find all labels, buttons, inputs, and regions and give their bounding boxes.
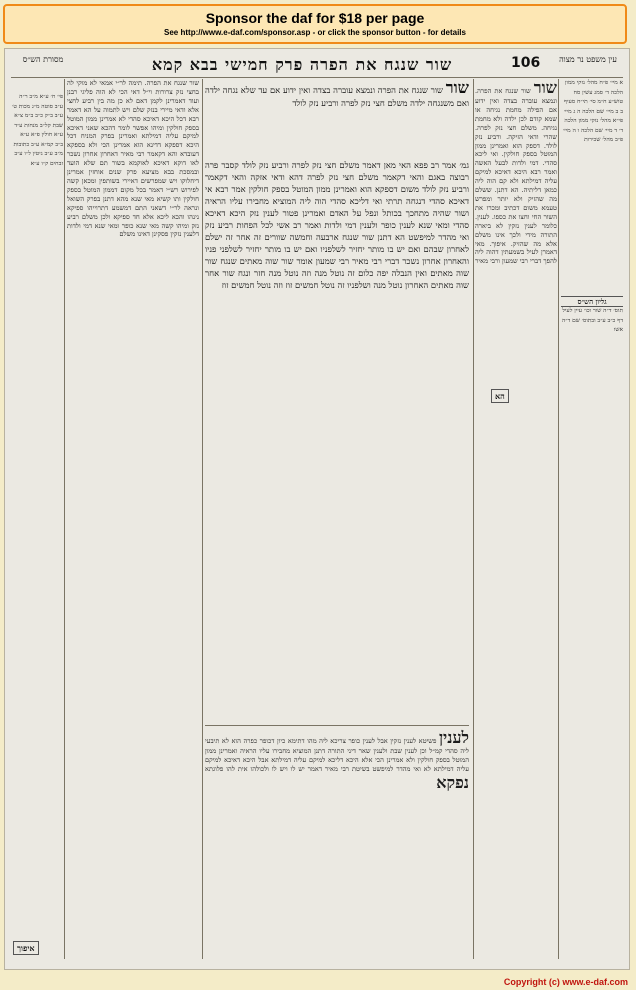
ha-word: הא — [491, 389, 509, 403]
header-divider — [11, 77, 623, 78]
ein-mishpat-column — [561, 79, 623, 959]
gemara-block — [205, 159, 469, 719]
layenin-word: לענין — [438, 729, 469, 747]
sponsor-banner-button[interactable] — [3, 4, 627, 44]
left-margin-label: מסורת הש״ס — [22, 55, 64, 64]
right-margin-divider — [558, 79, 559, 959]
rashi-divider — [473, 79, 474, 959]
tosafot-column — [67, 79, 199, 959]
tosafot-text: שור שנגח את הפרה. תימה לר״י אמאי לא מוקי לה בחצי נזק צרורות וי״ל דאי הכי לא הוה פליגי רבנן ועוד דאמרינן לקמן דאם לא כן מה בין רביע לחצי אלא ודאי מיירי בנזק שלם ויש לתמוה על הא דאמר רבא דכל היכא דאיכא סהדי לא אמרינן ממון המוטל בספק חולקין ומיהו אפשר לומר דהכא שאני דאיכא למיקם עליה דמילתא ואמרינן בפרק המניח דכל היכא דספקא דדינא הוא אמרינן הכי ולא בספקא דעובדא והא דקאמר רבי מאיר דאחרון אחרון נשכר לאו דוקא דאיכא לאוקמא בשור תם שלא הועד ובמסכת בבא מציעא פרק שנים אוחזין אמרינן דיחלוקו ויש שמפרשים דאיירי בשותפין ומכאן קשה לפירוש רש״י דאמר בכל מקום דממון המוטל בספק חולקין ותו קשיא מאי שנא מהא דתנן בפרק השואל ונראה לר״י דשאני התם דמשמע דתרוייהו ספיקא נינהו והכא ליכא אלא חד ספיקא ולכן משלם רביע נזק ומיהו קשה מאי שנא כופר ומאי שנא דמי ולדות דלענין נזקין פסקינן דאינו משלם — [67, 79, 199, 239]
gilyon-hashas-label: גליון הש״ס — [561, 296, 623, 308]
page-number: 106 — [511, 55, 541, 71]
ein-mishpat-text: א מיי׳ פ״ח מהל׳ נזקי ממון הלכה ד׳ סמג עשין סח טוש״ע ח״מ סי׳ תי״ח סעיף ב ב מיי׳ שם הלכה ה ג מיי׳ פי״א מהל׳ נזקי ממון הלכה ד׳ ד מיי׳ שם הלכה ו ה מיי׳ פ״ב מהל׳ שכירות — [562, 80, 623, 143]
sponsor-subtitle[interactable]: See http://www.e-daf.com/sponsor.asp - or click the sponsor button - for details — [164, 28, 466, 37]
rashi-opening-word: שור — [533, 79, 557, 97]
gilyon-hashas-text: תוס׳ ד״ה שור וכו׳ עיין לעיל דף כ״ב ע״ב ובתוס׳ שם ד״ה אשו — [561, 308, 623, 333]
mishnah-text: שור שנגח את הפרה ונמצא עוברה בצדה ואין ידוע אם עד שלא נגחה ילדה ואם משנגחה ילדה משלם חצי נזק לפרה ורביע נזק לולד — [205, 85, 469, 108]
left-margin-divider — [64, 79, 65, 959]
mishnah-block — [205, 79, 469, 155]
gemara-text: גמ׳ אמר רב פפא האי מאן דאמר משלם חצי נזק לפרה ורביע נזק לולד קסבר פרה רבוצה באגם והאי דקאמר משלם חצי נזק לפרה דהא ודאי אזקה והאי דקאמר ורביע נזק לולד משום דספקא הוא ואמרינן ממון המוטל בספק חולקין אמר רבא אי דאיכא סהדי דנגחה תרתי ואי דליכא סהדי הוה ליה המוציא מחבירו עליו הראיה ושור שהיה מתחכך בכותל ונפל על האדם ואמרינן פטור לענין נזק היכא דאיכא סהדי ומאי שנא לענין כופר ולענין דמי ולדות ואמר רב אשי לכל הפחות רביע נזק ואי מהדר למיפשט הא דתנן שור שנגח ארבעה וחמשה שוורים זה אחר זה ישלם לאחרון שבהם ואם יש בו מותר יחזיר לשלפניו ואם יש בו מותר יחזיר לשלפני פניו והאחרון אחרון נשכר דברי רבי מאיר רבי שמעון אומר שור שוה מאתים שנגח שור שוה מאתים ואין הנבלה יפה כלום זה נוטל מנה וזה נוטל מנה חזר ונגח שור אחר שוה מאתים האחרון נוטל מנה ושלפניו זה נוטל חמשים זוז וזה נוטל חמשים זוז — [205, 160, 469, 290]
rashi-text: שור שנגח את הפרה. ונמצא עוברה בצדה ואין ידוע אם הפילה מחמת נגיחה או שמא קודם לכן ילדה ולא מחמת נגיחה. משלם חצי נזק לפרה. שהרי ודאי הזיקה. ורביע נזק לולד. דספק הוא ואמרינן ממון המוטל בספק חולקין. ואי ליכא סהדי. דמי ולדות לבעל האשה ואמר רבא היכא דאיכא למיקם עליה דמילתא ולא קם הוה ליה כמאן דליתיה. הא דתנן. ששלם מה שהזיק ולא יותר ומפרש טעמא משום דכתיב ומכרו את השור החי וחצו את כספו. לענין. כלומר לענין נזקין לא ביארה התורה מידי ולכך אינו משלם אלא מה שהזיק. איפוך. מאי דאמרן לעיל בשמעתין דהוה ליה להפך דברי רבי שמעון ורבי מאיר — [475, 87, 557, 266]
sponsor-title: Sponsor the daf for $18 per page — [205, 10, 425, 26]
mishnah-opening-word: שור — [445, 79, 469, 97]
gemara-bottom-block — [205, 729, 469, 959]
ipoch-word: איפוך — [13, 941, 39, 955]
page-title: שור שנגח את הפרה פרק חמישי בבא קמא — [151, 55, 453, 74]
gemara-bottom-divider — [205, 725, 469, 726]
talmud-page — [4, 48, 630, 970]
masoret-hashas-column: פי׳ ח׳ ע״א מ״ב ר״ה ע״ב סוטה מ״ג מכות ט׳ ע״ב ב״ק כ״ב ב״מ צ״א שבת קל״ב מנחות ע״ד ע״א חולין פ״א ע״א ב״ב קמ״א ע״ב כתובות מ״ב ע״ב גיטין ל״ו ע״ב זבחים ק״ו ע״א — [12, 94, 63, 167]
tosafot-divider — [202, 79, 203, 959]
right-margin-label: עין משפט נר מצוה — [559, 55, 617, 64]
nafka-word: נפקא — [436, 772, 469, 792]
bottom-text: פשיטא לענין נזקין אבל לענין כופר צריכא ליה מהו דתימא כיון דכופר כפרה הוא לא תיבעי ליה סהדי קמ״ל וכן לענין שבת ולענין שאר דיני התורה דתנן המוציא מחבירו עליו הראיה ואמרינן ממון המוטל בספק חולקין ולא אמרינן הכי אלא היכא דליכא למיקם עליה דמילתא אבל היכא דאיכא למיקם עליה דמילתא לא ואי מהדר למיפשט בשיטת רבי מאיר דאמר יש לו ויש לו ולכולהו אית להו פלוגתא — [205, 737, 469, 773]
rashi-column — [475, 79, 557, 959]
copyright-notice: Copyright (c) www.e-daf.com — [503, 977, 628, 987]
